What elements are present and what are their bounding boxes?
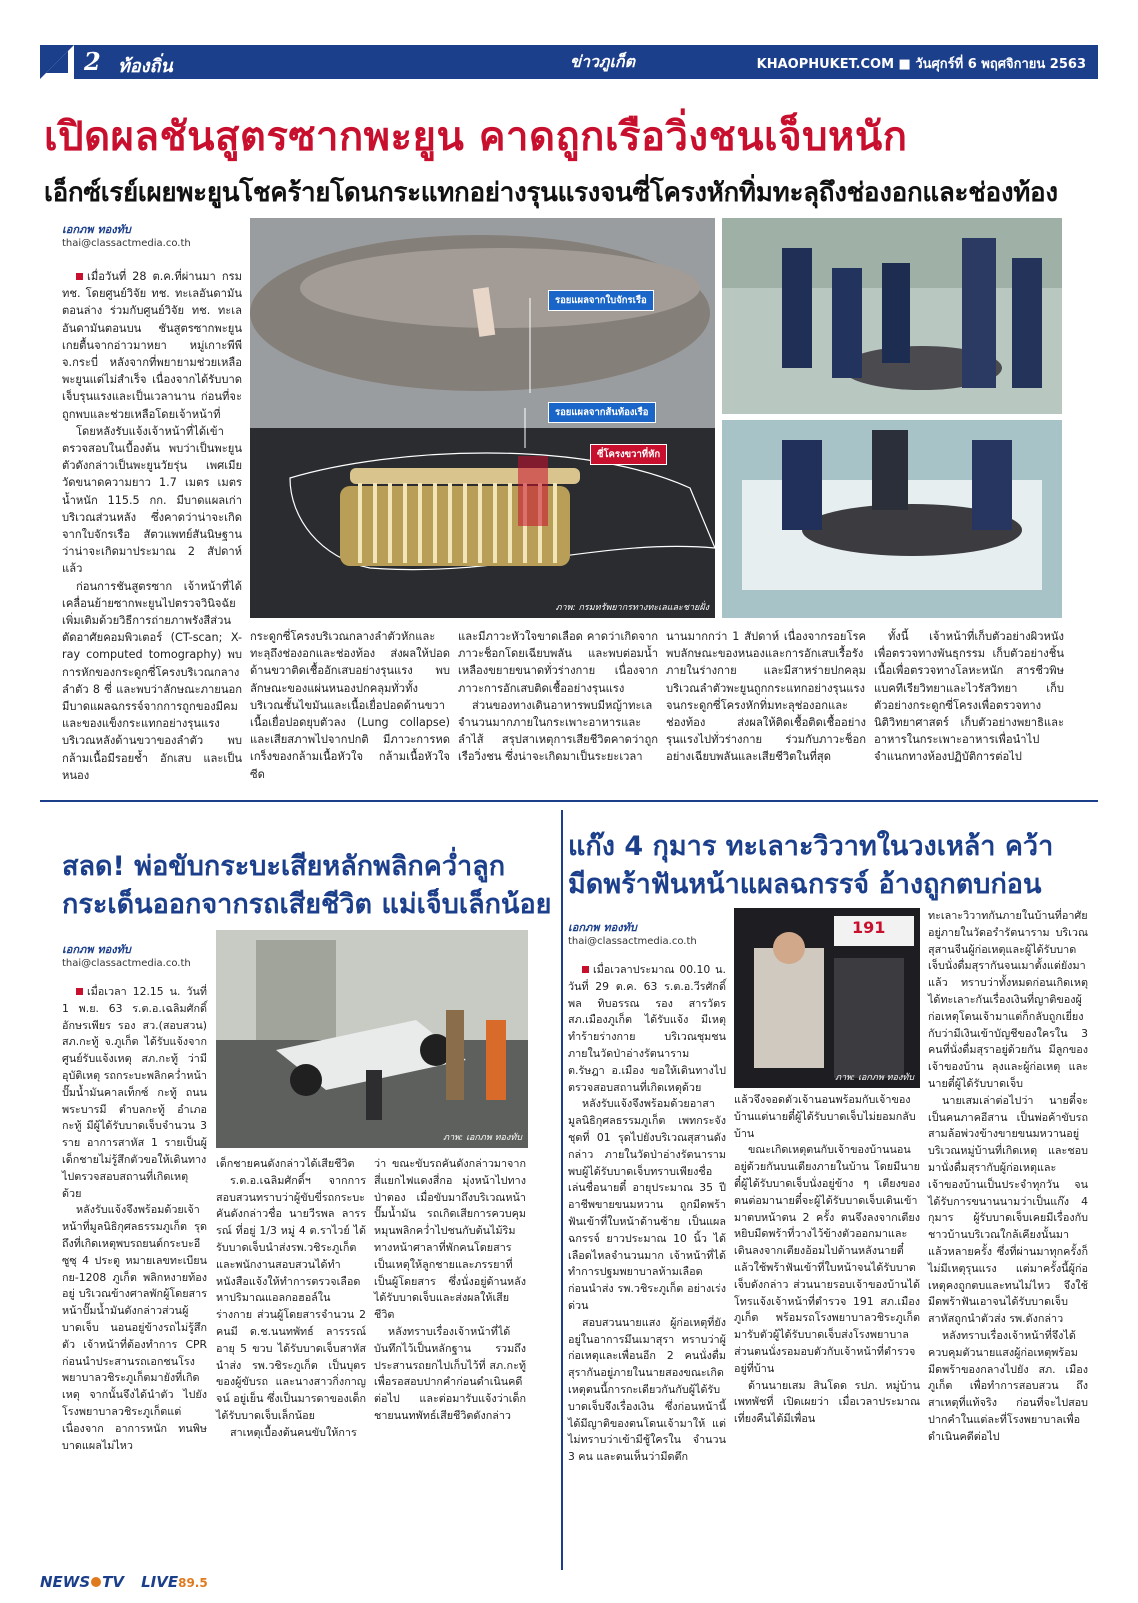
story1-byline-block: [62, 220, 242, 249]
story2-byline: เอกภพ ทองทับ: [62, 943, 131, 956]
story2-byline-block: [62, 940, 212, 969]
site-and-date: KHAOPHUKET.COM ■ วันศุกร์ที่ 6 พฤศจิกายน 2563: [756, 57, 1086, 72]
story3-para: สอบสวนนายแสง ผู้ก่อเหตุที่ยังอยู่ในอาการมึนเมาสุรา ทราบว่าผู้ก่อเหตุและเพื่อนอีก 2 คนนั่งดื่มสุรากันอยู่ภายในนายสองขณะเกิดเหตุตนนี้การกะเดียวกันกับผู้ได้รับบาดเจ็บจึงเรื่องเงิน ซึ่งก่อนหน้านี้ได้มีญาติของตนโดนเจ้ามาให้ แต่ไม่ทราบว่าเข้ามีชู้ใครใน จำนวน 3 คน และตนเห็นว่ามีดตึก: [568, 1315, 726, 1464]
page-header: [40, 45, 1098, 79]
story1-column-4: [666, 628, 866, 766]
story1-para: ทั้งนี้ เจ้าหน้าที่เก็บตัวอย่างผิวหนังเพื่อตรวจทางพันธุกรรม เก็บตัวอย่างชิ้นเนื้อเพื่อตรวจทางโลหะหนัก สารชีวพิษ แบคทีเรียวิทยาและไวรัสวิทยา เก็บตัวอย่างกระดูกซี่โครงเพื่อตรวจทางนิติวิทยาศาสตร์ เก็บตัวอย่างพยาธิและอาหารในกระเพาะอาหารเพื่อนำไปจำแนกทางห้องปฏิบัติการต่อไป: [874, 630, 1064, 764]
page-number: 2: [84, 47, 101, 76]
story3-para: ด้านนายเสม สินโดด รปภ. หมู่บ้านเพทพัชที่ เปิดเผยว่า เมื่อเวลาประมาณเที่ยงคืนได้มีเพื่อน: [734, 1378, 920, 1426]
police-van-illustration: [734, 908, 920, 1088]
story2-para: เมื่อเวลา 12.15 น. วันที่ 1 พ.ย. 63 ร.ต.อ.เฉลิมศักดิ์ อักษรเพียร รอง สว.(สอบสวน) สภ.กะทู้ จ.ภูเก็ต ได้รับแจ้งจากศูนย์รับแจ้งเหตุ สภ.กะทู้ ว่ามีอุบัติเหตุ รถกระบะพลิกคว่ำหน้าปั๊มน้ำมันคาลเท็กซ์ กะทู้ ถนนพระบารมี ตำบลกะทู้ อำเภอกะทู้ มีผู้ได้รับบาดเจ็บจำนวน 3 ราย อาการสาหัส 1 รายเป็นผู้เด็กชายไม่รู้สึกตัวขอให้เดินทางไปตรวจสอบสถานที่เกิดเหตุด้วย: [62, 985, 207, 1200]
label-hull-wound: รอยแผลจากส้นท้องเรือ: [548, 402, 656, 423]
story3-para: หลังทราบเรื่องเจ้าหน้าที่จึงได้ควบคุมตัวนายแสงผู้ก่อเหตุพร้อมมีดพร้าของกลางไปยัง สภ. เมืองภูเก็ต เพื่อทำการสอบสวน ถึงสาเหตุที่แท้จริง ก่อนที่จะไปสอบปากคำในแต่ละที่โรงพยาบาลเพื่อดำเนินคดีต่อไป: [928, 1328, 1088, 1443]
suspect-in-van-photo: [734, 908, 920, 1088]
story2-para: หลังรับแจ้งจึงพร้อมด้วยเจ้าหน้าที่มูลนิธิกุศลธรรมภูเก็ต รุดถึงที่เกิดเหตุพบรถยนต์กระบะอีซูซุ 4 ประตู หมายเลขทะเบียน กย-1208 ภูเก็ต พลิกหงายท้องอยู่ บริเวณข้างศาลพักผู้โดยสารหน้าปั๊มน้ำมันดังกล่าวส่วนผู้บาดเจ็บ นอนอยู่ข้างรถไม่รู้สึกตัว เจ้าหน้าที่ต้องทำการ CPR ก่อนนำประสานรถเอกชนโรงพยาบาลวชิระภูเก็ตมายังที่เกิดเหตุ จากนั้นจึงได้นำตัว ไปยังโรงพยาบาลวชิระภูเก็ตแต่เนื่องจาก อาการหนัก ทนพิษบาดแผลไม่ไหว: [62, 1203, 207, 1452]
story2-headline: สลด! พ่อขับกระบะเสียหลักพลิกคว่ำลูกกระเด็นออกจากรถเสียชีวิต แม่เจ็บเล็กน้อย: [62, 851, 552, 920]
live-radio-frequency: 89.5: [178, 1576, 208, 1590]
story1-column-3: [458, 628, 658, 766]
story1-para: นานมากกว่า 1 สัปดาห์ เนื่องจากรอยโรคพบลักษณะของหนองและการอักเสบเรื้อรังภายในร่างกาย และมีสาหร่ายปกคลุมบริเวณลำตัวพะยูนถูกกระแทกอย่างรุนแรงจนกระดูกซี่โครงหักทิ่มทะลุช่องอกและช่องท้อง ส่งผลให้ติดเชื้อติดเชื้ออย่างรุนแรงไปทั่วร่างกาย ร่วมกับภาวะช็อกอย่างเฉียบพลันและเสียชีวิตในที่สุด: [666, 630, 866, 764]
story3-column-3: [928, 908, 1088, 1446]
van-number: 191: [852, 918, 886, 937]
photo-credit: ภาพ: กรมทรัพยากรทางทะเลและชายฝั่ง: [555, 603, 709, 613]
story3-para: เมื่อเวลาประมาณ 00.10 น. วันที่ 29 ต.ค. 63 ร.ต.อ.วีรศักดิ์พล ทิบอรรณ รอง สารวัตร สภ.เมืองภูเก็ต ได้รับแจ้ง มีเหตุทำร้ายร่างกาย บริเวณชุมชน ภายในวัดป่าอ่างรัตนาราม ต.รัษฎา อ.เมือง ขอให้เดินทางไปตรวจสอบสถานที่เกิดเหตุด้วย: [568, 963, 726, 1094]
story1-subheadline: เอ็กซ์เรย์เผยพะยูนโชคร้ายโดนกระแทกอย่างรุนแรงจนซี่โครงหักทิ่มทะลุถึงช่องอกและช่องท้อง: [44, 178, 1058, 208]
photo-credit: ภาพ: เอกภพ ทองทับ: [835, 1073, 914, 1083]
story3-para: นายเสมเล่าต่อไปว่า นายตี๋จะเป็นคนภาคอีสาน เป็นพ่อค้าขับรถสามล้อพ่วงข้างขายขนมหวานอยู่บริเวณหมู่บ้านที่เกิดเหตุ และชอบมานั่งดื่มสุรากับผู้ก่อเหตุและเจ้าของบ้านเป็นประจำทุกวัน จนได้รับการขนานนามว่าเป็นแก๊ง 4 กุมาร ผู้รับบาดเจ็บเคยมีเรื่องกับชาวบ้านบริเวณใกล้เคียงนั้นมาแล้วหลายครั้ง ซึ่งที่ผ่านมาทุกครั้งก็ไม่มีเหตุรุนแรง แต่มาครั้งนี้ผู้ก่อเหตุคงถูกตบและทนไม่ไหว จึงใช้มีดพร้าฟันเอาจนได้รับบาดเจ็บสาหัสถูกนำตัวส่ง รพ.ดังกล่าว: [928, 1093, 1088, 1326]
story1-para: และมีภาวะหัวใจขาดเลือด คาดว่าเกิดจากภาวะช็อกโดยเฉียบพลัน และพบต่อมน้ำเหลืองขยายขนาดทั่วร่างกาย เนื่องจากภาวะการอักเสบติดเชื้ออย่างรุนแรง: [458, 630, 658, 695]
story3-para: ทะเลาะวิวาทกันภายในบ้านที่อาศัยอยู่ภายในวัดอรำรัตนาราม บริเวณสุสานจีนผู้ก่อเหตุและผู้ได้รับบาดเจ็บนั่งดื่มสุรากันจนเมาตั้งแต่ยังมาแล้ว ทราบว่าทั้งหมดก่อนเกิดเหตุได้ทะเลาะกันเรื่องเงินที่ญาติของผู้ก่อเหตุโดนเจ้ามาแต่ก็กลับถูกเยี่ยงกับว่ามีเงินเข้าบัญชีของใครใน 3 คนที่นั่งดื่มสุราอยู่ด้วยกัน มีลูกของเจ้าของบ้าน ลุงและผู้ก่อเหตุ และนายตี๋ผู้ได้รับบาดเจ็บ: [928, 909, 1088, 1090]
story3-headline: แก๊ง 4 กุมาร ทะเลาะวิวาทในวงเหล้า คว้ามีดพร้าฟันหน้าแผลฉกรรจ์ อ้างถูกตบก่อน: [568, 831, 1054, 900]
story1-para: โดยหลังรับแจ้งเจ้าหน้าที่ได้เข้าตรวจสอบในเบื้องต้น พบว่าเป็นพะยูนตัวดังกล่าวเป็นพะยูนวัยรุ่น เพศเมีย วัดขนาดความยาว 1.7 เมตร เมตร น้ำหนัก 115.5 กก. มีบาดแผลเก่าบริเวณส่วนหลัง ซึ่งคาดว่าน่าจะเกิดจากใบจักรเรือ สัตวแพทย์สันนิษฐานว่าน่าจะเกิดมาประมาณ 2 สัปดาห์แล้ว: [62, 424, 242, 576]
dugong-xray-photo: [250, 218, 715, 618]
story2-para: เด็กชายคนดังกล่าวได้เสียชีวิต: [216, 1157, 355, 1170]
story3-byline: เอกภพ ทองทับ: [568, 921, 637, 934]
photo-credit: ภาพ: เอกภพ ทองทับ: [443, 1133, 522, 1143]
live-radio-logo: LIVE: [141, 1573, 179, 1591]
story1-email: thai@classactmedia.co.th: [62, 238, 191, 249]
boat-transport-photo: [722, 420, 1062, 618]
bullet-icon: [76, 988, 83, 995]
story1-para: เมื่อวันที่ 28 ต.ค.ที่ผ่านมา กรม ทช. โดยศูนย์วิจัย ทช. ทะเลอันดามันตอนล่าง ร่วมกับศูนย์วิจัย ทช. ทะเลอันดามันตอนบน ชันสูตรซากพะยูนเกยตื้นจากอ่าวมาหยา หมู่เกาะพีพี จ.กระบี่ หลังจากที่พยายามช่วยเหลือพะยูนแต่ไม่สำเร็จ เนื่องจากได้รับบาดเจ็บรุนแรงและเป็นเวลานาน ก่อนที่จะถูกพบและช่วยเหลือโดยเจ้าหน้าที่: [62, 270, 242, 421]
story3-column-2: [734, 1092, 920, 1428]
story3-byline-block: [568, 918, 718, 947]
news-tv-logo-suffix: TV: [102, 1573, 124, 1591]
story3-email: thai@classactmedia.co.th: [568, 936, 697, 947]
news-tv-logo: NEWS: [40, 1573, 91, 1591]
story2-para: ร.ต.อ.เฉลิมศักดิ์ฯ จากการสอบสวนทราบว่าผู้ขับขี่รถกระบะคันดังกล่าวชื่อ นายวีรพล ลารรรณ์ ที่อยู่ 1/3 หมู่ 4 ต.ราไวย์ ได้รับบาดเจ็บนำส่งรพ.วชิระภูเก็ต และพนักงานสอบสวนได้ทำหนังสือแจ้งให้ทำการตรวจเลือดหาปริมาณแอลกอฮอล์ในร่างกาย ส่วนผู้โดยสารจำนวน 2 คนมี ด.ช.นนทพัทธ์ ลารรรณ์ อายุ 5 ขวบ ได้รับบาดเจ็บสาหัส นำส่ง รพ.วชิระภูเก็ต เป็นบุตรของผู้ขับรถ และนางสาวกิ่งกาญจน์ อยู่เย็น ซึ่งเป็นมารดาของเด็กได้รับบาดเจ็บเล็กน้อย: [216, 1173, 366, 1422]
story2-column-1: [62, 984, 207, 1454]
newspaper-logo: ข่าวภูเก็ต: [570, 52, 635, 71]
story1-byline: เอกภพ ทองทับ: [62, 223, 131, 236]
story3-para: หลังรับแจ้งจึงพร้อมด้วยอาสามูลนิธิกุศลธรรมภูเก็ต เพทกระจัง ชุดที่ 01 รุดไปยังบริเวณสุสานดังกล่าว ภายในวัดป่าอ่างรัตนาราม พบผู้ได้รับบาดเจ็บทราบเพียงชื่อเล่นชื่อนายตี๋ อายุประมาณ 35 ปี อาชีพขายขนมหวาน ถูกมีดพร้าฟันเข้าที่ใบหน้าด้านซ้าย เป็นแผลฉกรรจ์ ยาวประมาณ 10 นิ้ว ได้ เลือดไหลจำนวนมาก เจ้าหน้าที่ได้ทำการปฐมพยาบาลห้ามเลือด ก่อนนำส่ง รพ.วชิระภูเก็ต อย่างเร่งด่วน: [568, 1097, 726, 1312]
story1-headline: เปิดผลชันสูตรซากพะยูน คาดถูกเรือวิ่งชนเจ็บหนัก: [44, 114, 908, 160]
label-propeller-wound: รอยแผลจากใบจักรเรือ: [548, 290, 654, 311]
story2-column-3: [374, 1156, 526, 1425]
corner-logo-icon: [40, 45, 74, 79]
story2-para: หลังทราบเรื่องเจ้าหน้าที่ได้บันทึกไว้เป็นหลักฐาน รวมถึงประสานรถยกไปเก็บไว้ที่ สภ.กะทู้ เพื่อรอสอบปากคำก่อนดำเนินคดีต่อไป และต่อมารับแจ้งว่าเด็กชายนนทพัทธ์เสียชีวิตดังกล่าว: [374, 1324, 526, 1422]
accident-scene-illustration: [216, 930, 528, 1148]
story1-para: ส่วนของทางเดินอาหารพบมีหญ้าทะเลจำนวนมากภายในกระเพาะอาหารและลำไส้ สรุปสาเหตุการเสียชีวิตคาดว่าถูกเรือวิ่งชน ซึ่งน่าจะเกิดมาเป็นระยะเวลา: [458, 698, 658, 764]
rescue-team-photo: [722, 218, 1062, 414]
footer-logos: [40, 1572, 250, 1594]
section-divider: [40, 800, 1098, 802]
story1-column-1: [62, 268, 242, 784]
story1-para: กระดูกซี่โครงบริเวณกลางลำตัวหักและทะลุถึงช่องอกและช่องท้อง ส่งผลให้ปอดด้านขวาติดเชื้ออักเสบอย่างรุนแรง พบลักษณะของแผ่นหนองปกคลุมทั่วทั้งบริเวณชั้นไขมันและเนื้อเยื่อปอดด้านขวาเนื้อเยื่อปอดยุบตัวลง (Lung collapse) และเสียสภาพไปจากปกติ มีภาวะการหดเกร็งของกล้ามเนื้อหัวใจ กล้ามเนื้อหัวใจซีด: [250, 630, 450, 781]
boat-scene-illustration: [722, 420, 1062, 618]
story3-para: ขณะเกิดเหตุตนกับเจ้าของบ้านนอนอยู่ด้วยกันบนเตียงภายในบ้าน โดยมีนายตี๋ผู้ได้รับบาดเจ็บนั่งอยู่ข้าง ๆ เตียงของตนต่อมานายตี๋จะผู้ได้รับบาดเจ็บเดินเข้ามาตบหน้าตน 2 ครั้ง ตนจึงลงจากเตียงหยิบมีดพร้าที่วางไว้ข้างตัวออกมาและเดินลงจากเตียงอ้อมไปด้านหลังนายตี๋ แล้วใช้พร้าฟันเข้าที่ใบหน้าจนได้รับบาดเจ็บดังกล่าว ส่วนนายรอบเจ้าของบ้านได้โทรแจ้งเจ้าหน้าที่ตำรวจ 191 สภ.เมืองภูเก็ต พร้อมรถโรงพยาบาลวชิระภูเก็ต มารับตัวผู้ได้รับบาดเจ็บส่งโรงพยาบาล ส่วนตนนั่งรอมอบตัวกับเจ้าหน้าที่ตำรวจอยู่ที่บ้าน: [734, 1143, 920, 1375]
story3-para: แล้วจึงจอดตัวเจ้านอนพร้อมกับเจ้าของบ้านแต่นายตี๋ผู้ได้รับบาดเจ็บไม่ยอมกลับบ้าน: [734, 1093, 916, 1140]
label-broken-rib: ซี่โครงขวาที่หัก: [590, 444, 667, 465]
story2-column-2: [216, 1156, 366, 1442]
story1-column-5: [874, 628, 1064, 766]
story1-column-2: [250, 628, 450, 783]
rescue-scene-illustration: [722, 218, 1062, 414]
story2-email: thai@classactmedia.co.th: [62, 958, 191, 969]
story3-column-1: [568, 962, 726, 1466]
section-title: ท้องถิ่น: [118, 56, 173, 77]
bullet-icon: [76, 273, 83, 280]
column-divider: [561, 810, 563, 1570]
story2-para: สาเหตุเบื้องต้นคนขับให้การ: [230, 1425, 357, 1439]
bullet-icon: [582, 966, 589, 973]
story2-para: ว่า ขณะขับรถคันดังกล่าวมาจากสี่แยกไฟแดงสี่กอ มุ่งหน้าไปทางป่าตอง เมื่อขับมาถึงบริเวณหน้าปั๊มน้ำมัน รถเกิดเสียการควบคุมหมุนพลิกคว่ำไปชนกับต้นไม้ริมทางหน้าศาลาที่พักคนโดยสาร เป็นเหตุให้ลูกชายและภรรยาที่เป็นผู้โดยสาร ซึ่งนั่งอยู่ด้านหลังได้รับบาดเจ็บและส่งผลให้เสียชีวิต: [374, 1157, 526, 1322]
logo-dot-icon: [91, 1577, 101, 1587]
overturned-truck-photo: [216, 930, 528, 1148]
story1-para: ก่อนการชันสูตรซาก เจ้าหน้าที่ได้เคลื่อนย้ายซากพะยูนไปตรวจวินิจฉัยเพิ่มเติมด้วยวิธีการถ่ายภาพรังสีส่วนตัดอาศัยคอมพิวเตอร์ (CT-scan; X-ray computed tomography) พบการหักของกระดูกซี่โครงบริเวณกลางลำตัว 8 ซี่ และพบว่าลักษณะภายนอกมีบาดแผลฉกรรจ์จากการถูกของมีคมและของแข็งกระแทกอย่างรุนแรง บริเวณหลังด้านขวาของลำตัว พบกล้ามเนื้อมีรอยช้ำ อักเสบ และเป็นหนอง: [62, 579, 242, 782]
